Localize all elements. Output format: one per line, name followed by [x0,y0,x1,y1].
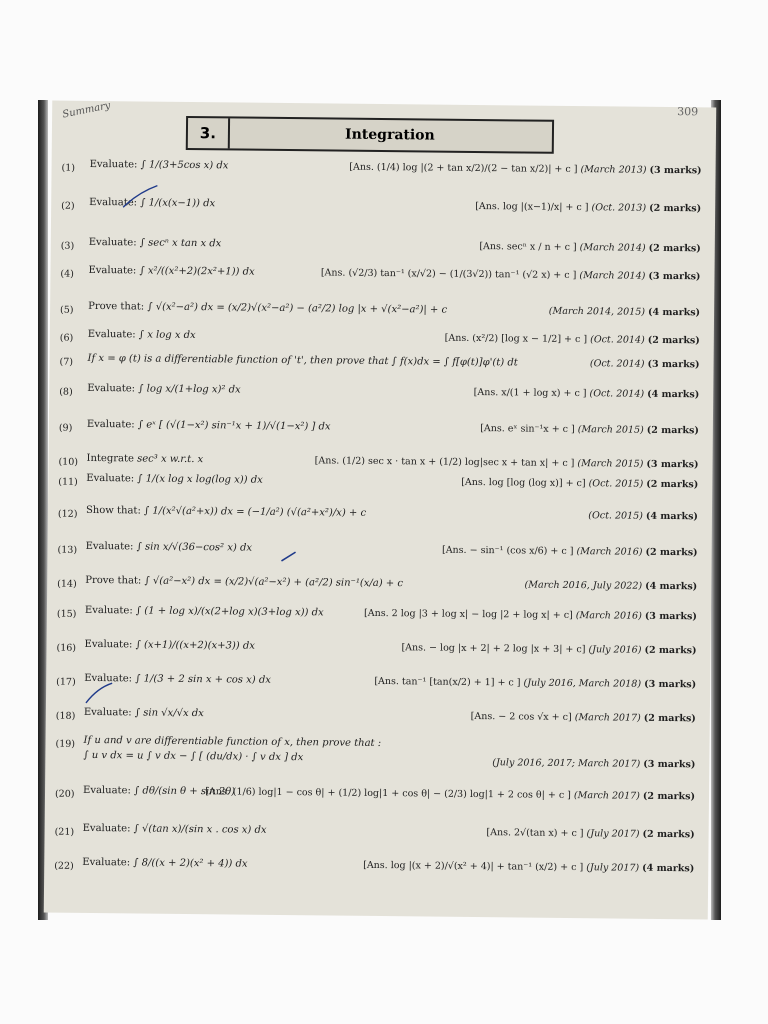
pen-tick-mark-q13 [279,549,299,563]
question-row [56,638,697,657]
answer-block [349,162,701,177]
question-number: (12) [57,508,78,520]
answer-block [374,676,696,690]
marks-badge: (2 marks) [646,424,699,437]
question-label: Evaluate: [84,672,133,685]
marks-badge: (2 marks) [644,644,697,657]
question-row [58,472,699,491]
question-number: (14) [57,578,77,590]
marks-badge: (2 marks) [645,546,698,559]
question-row [60,264,701,283]
answer-block [474,387,700,400]
marks-badge: (2 marks) [643,712,696,725]
question-number: (18) [55,710,76,722]
exam-source: (March 2016, July 2022) [524,579,643,592]
answer-block [401,642,696,656]
question-row [59,382,700,401]
answer-block [321,267,701,282]
question-row [60,236,701,255]
answer-text: [Ans. (√2/3) tan⁻¹ (x/√2) − (1/(3√2)) tan⁻¹ (√2 x) + c ] [320,267,577,282]
question-label: Evaluate: [86,418,135,431]
answer-block [475,201,701,214]
question-number: (5) [60,304,74,316]
question-row [57,504,699,523]
exam-source: (March 2016) [575,610,642,622]
answer-text: [Ans. (1/2) sec x · tan x + (1/2) log|sec x + tan x| + c ] [314,455,575,470]
question-row [56,672,697,691]
question-expression: ∫ x²/((x²+2)(2x²+1)) dx [139,265,255,278]
question-label: Evaluate: [89,196,138,209]
exam-source: (Oct. 2014) [590,334,645,346]
marks-badge: (2 marks) [646,478,699,491]
chapter-number: 3. [188,118,230,148]
marks-badge: (3 marks) [646,458,699,471]
exam-source: (Oct. 2014) [589,358,645,370]
question-text [84,673,404,687]
question-expression: If x = φ (t) is a differentiable function of 't', then prove that ∫ f(x)dx = ∫ f[φ(t)]φ'(t) dt [87,352,518,369]
question-number: (13) [57,544,78,556]
marks-badge: (3 marks) [649,164,702,177]
question-text [87,383,407,397]
question-label: Evaluate: [89,158,138,171]
exam-source: (Oct. 2013) [591,202,647,214]
question-number: (3) [60,240,75,252]
question-label: Evaluate: [87,328,136,341]
question-label: Evaluate: [82,784,131,797]
question-row [59,352,700,371]
exam-source: (March 2014) [579,270,646,282]
answer-block [461,477,698,490]
question-label: Evaluate: [88,236,137,249]
answer-text: [Ans. tan⁻¹ [tan(x/2) + 1] + c ] [374,675,521,689]
question-row [57,574,698,593]
answer-block [364,608,697,622]
question-text [86,541,406,555]
question-expression: ∫ (1 + log x)/(x(2+log x)(3+log x)) dx [135,605,324,619]
answer-block [363,860,694,874]
marks-badge: (4 marks) [645,580,698,593]
question-text [83,823,403,837]
marks-badge: (3 marks) [644,610,697,623]
answer-block [590,358,700,370]
answer-block [445,333,700,347]
answer-text: [Ans. − 2 cos √x + c] [470,710,572,724]
exam-source: (July 2017) [586,862,640,874]
question-row [55,706,696,725]
marks-badge: (4 marks) [647,388,700,401]
pen-tick-mark-q1 [121,181,161,211]
question-expression: ∫ √(a²−x²) dx = (x/2)√(a²−x²) + (a²/2) sin⁻¹(x/a) + c [144,575,404,590]
answer-block [442,545,698,559]
answer-block [549,306,700,319]
question-text [84,707,404,721]
question-expression: ∫ sin x/√(36−cos² x) dx [136,541,253,554]
marks-badge: (2 marks) [648,242,701,255]
question-label: Prove that: [88,300,145,313]
question-text [85,639,405,653]
question-expression: ∫ dθ/(sin θ + sin 2θ) [134,785,236,798]
question-expression: ∫ 1/(x log x log(log x)) dx [137,473,263,486]
chapter-header [186,116,554,154]
answer-text: [Ans. (x²/2) [log x − 1/2] + c ] [444,332,588,346]
question-row [58,418,699,437]
answer-text: [Ans. (1/6) log|1 − cos θ| + (1/2) log|1 + cos θ| − (2/3) log|1 + 2 cos θ| + c ] [205,786,571,802]
exam-source: (March 2013) [580,164,647,176]
answer-text: [Ans. eˣ sin⁻¹x + c ] [480,423,575,436]
answer-block [479,241,701,254]
exam-source: (March 2015) [577,458,644,470]
question-label: Evaluate: [86,472,135,485]
exam-source: (Oct. 2015) [588,510,643,522]
exam-source: (July 2016, March 2018) [523,677,642,690]
marks-badge: (3 marks) [648,270,701,283]
answer-text: [Ans. (1/4) log |(2 + tan x/2)/(2 − tan x/2)| + c ] [349,161,578,176]
question-number: (6) [59,332,74,344]
question-label: Evaluate: [85,540,134,553]
marks-badge: (3 marks) [647,358,700,371]
pen-tick-mark-q17 [84,681,114,705]
question-number: (20) [54,788,75,800]
question-label: Evaluate: [84,638,133,651]
marks-badge: (4 marks) [642,862,695,875]
question-text [88,300,448,316]
question-number: (8) [59,386,73,398]
answer-text: [Ans. − sin⁻¹ (cos x/6) + c ] [441,544,574,558]
question-label: Show that: [85,504,141,517]
answer-text: [Ans. 2 log |3 + log x| − log |2 + log x| + c] [364,607,573,622]
question-number: (11) [58,476,78,488]
marks-badge: (3 marks) [644,678,697,691]
marks-badge: (2 marks) [647,334,700,347]
answer-text: [Ans. log |(x−1)/x| + c ] [475,200,589,214]
answer-block [486,827,694,840]
answer-text: [Ans. 2√(tan x) + c ] [486,827,584,840]
answer-block [471,711,696,724]
question-row [60,300,701,319]
question-expression: sec³ x w.r.t. x [137,453,204,466]
question-expression: ∫ secⁿ x tan x dx [139,237,222,250]
marks-badge: (3 marks) [643,758,696,771]
answer-text: [Ans. secⁿ x / n + c ] [479,241,577,254]
question-expression: ∫ eˣ [ (√(1−x²) sin⁻¹x + 1)/√(1−x²) ] dx [137,419,331,433]
question-text [83,735,403,764]
question-number: (19) [55,738,76,750]
question-number: (2) [61,200,75,212]
answer-block [480,423,699,436]
marks-badge: (4 marks) [647,306,701,319]
question-number: (21) [54,826,75,838]
question-text [82,857,402,871]
question-number: (15) [56,608,77,620]
answer-text: [Ans. − log |x + 2| + 2 log |x + 3| + c] [401,642,586,656]
answer-block [492,757,695,770]
question-expression: ∫ (x+1)/((x+2)(x+3)) dx [135,639,255,652]
textbook-page [44,101,716,920]
question-row [57,540,698,559]
question-label: Evaluate: [88,264,137,277]
marks-badge: (2 marks) [642,828,695,841]
question-label: Evaluate: [82,856,131,869]
question-expression: If u and v are differentiable function of x, then prove that : [83,734,382,750]
exam-source: (July 2016) [588,644,642,656]
question-text [87,419,407,433]
question-text [89,237,409,251]
exam-source: (March 2017) [573,790,640,802]
question-text [87,352,518,369]
question-expression: ∫ sin √x/√x dx [134,707,204,720]
question-label: Evaluate: [84,604,133,617]
question-number: (16) [56,642,77,654]
question-expression: ∫ 1/(x(x−1)) dx [140,197,216,210]
question-expression: ∫ 1/(3+5cos x) dx [140,159,229,172]
chapter-title: Integration [345,126,435,144]
exam-source: (July 2017) [586,828,640,840]
exam-source: (Oct. 2015) [588,478,644,490]
marks-badge: (4 marks) [645,510,699,523]
answer-block [205,786,695,802]
exam-source: (July 2016, 2017; March 2017) [492,757,641,770]
question-label: Evaluate: [87,382,136,395]
question-expression: ∫ √(x²−a²) dx = (x/2)√(x²−a²) − (a²/2) log |x + √(x²−a²)| + c [147,301,448,316]
page-number: 309 [677,105,699,119]
question-expression: ∫ 8/((x + 2)(x² + 4)) dx [133,857,248,870]
question-row [55,734,696,771]
question-expression: ∫ √(tan x)/(sin x . cos x) dx [133,823,267,836]
question-label: Evaluate: [83,706,132,719]
answer-block [525,580,698,593]
question-text [85,575,405,589]
question-expression: ∫ log x/(1+log x)² dx [138,383,241,396]
marks-badge: (2 marks) [649,202,702,215]
question-expression: ∫ x log x dx [138,329,196,342]
exam-source: (March 2015) [577,424,644,436]
exam-source: (Oct. 2014) [589,388,645,400]
question-row [54,822,695,841]
question-row [54,784,696,803]
question-text [88,329,408,343]
question-expression: ∫ 1/(3 + 2 sin x + cos x) dx [135,673,271,686]
question-text [86,473,406,487]
question-number: (1) [61,162,76,174]
question-number: (22) [54,860,74,872]
answer-text: [Ans. x/(1 + log x) + c ] [473,386,587,400]
question-row [56,604,697,623]
exam-source: (March 2014) [579,242,646,254]
question-row [61,158,702,177]
question-number: (9) [58,422,73,434]
question-number: (7) [59,356,74,368]
question-label: Evaluate: [82,822,131,835]
answer-block [588,510,698,522]
exam-source: (March 2014, 2015) [548,305,646,318]
question-text [86,505,406,519]
question-number: (17) [56,676,76,688]
question-number: (4) [60,268,74,280]
question-row [58,452,699,471]
question-text [85,605,405,619]
question-row [59,328,700,347]
question-row [54,856,695,875]
marks-badge: (2 marks) [642,790,696,803]
answer-block [315,455,699,470]
corner-tag: Summary [61,100,112,121]
answer-text: [Ans. log [log (log x)] + c] [461,476,586,490]
question-label: Prove that: [85,574,142,587]
exam-source: (March 2016) [576,546,643,558]
answer-text: [Ans. log |(x + 2)/√(x² + 4)| + tan⁻¹ (x/2) + c ] [363,859,584,874]
question-expression-line2: ∫ u v dx = u ∫ v dx − ∫ [ (du/dx) · ∫ v dx ] dx [83,749,304,764]
exam-source: (March 2017) [574,712,641,724]
question-expression: ∫ 1/(x²√(a²+x)) dx = (−1/a²) (√(a²+x²)/x) + c [143,505,367,519]
question-label: Integrate [86,452,135,465]
question-number: (10) [58,456,79,468]
